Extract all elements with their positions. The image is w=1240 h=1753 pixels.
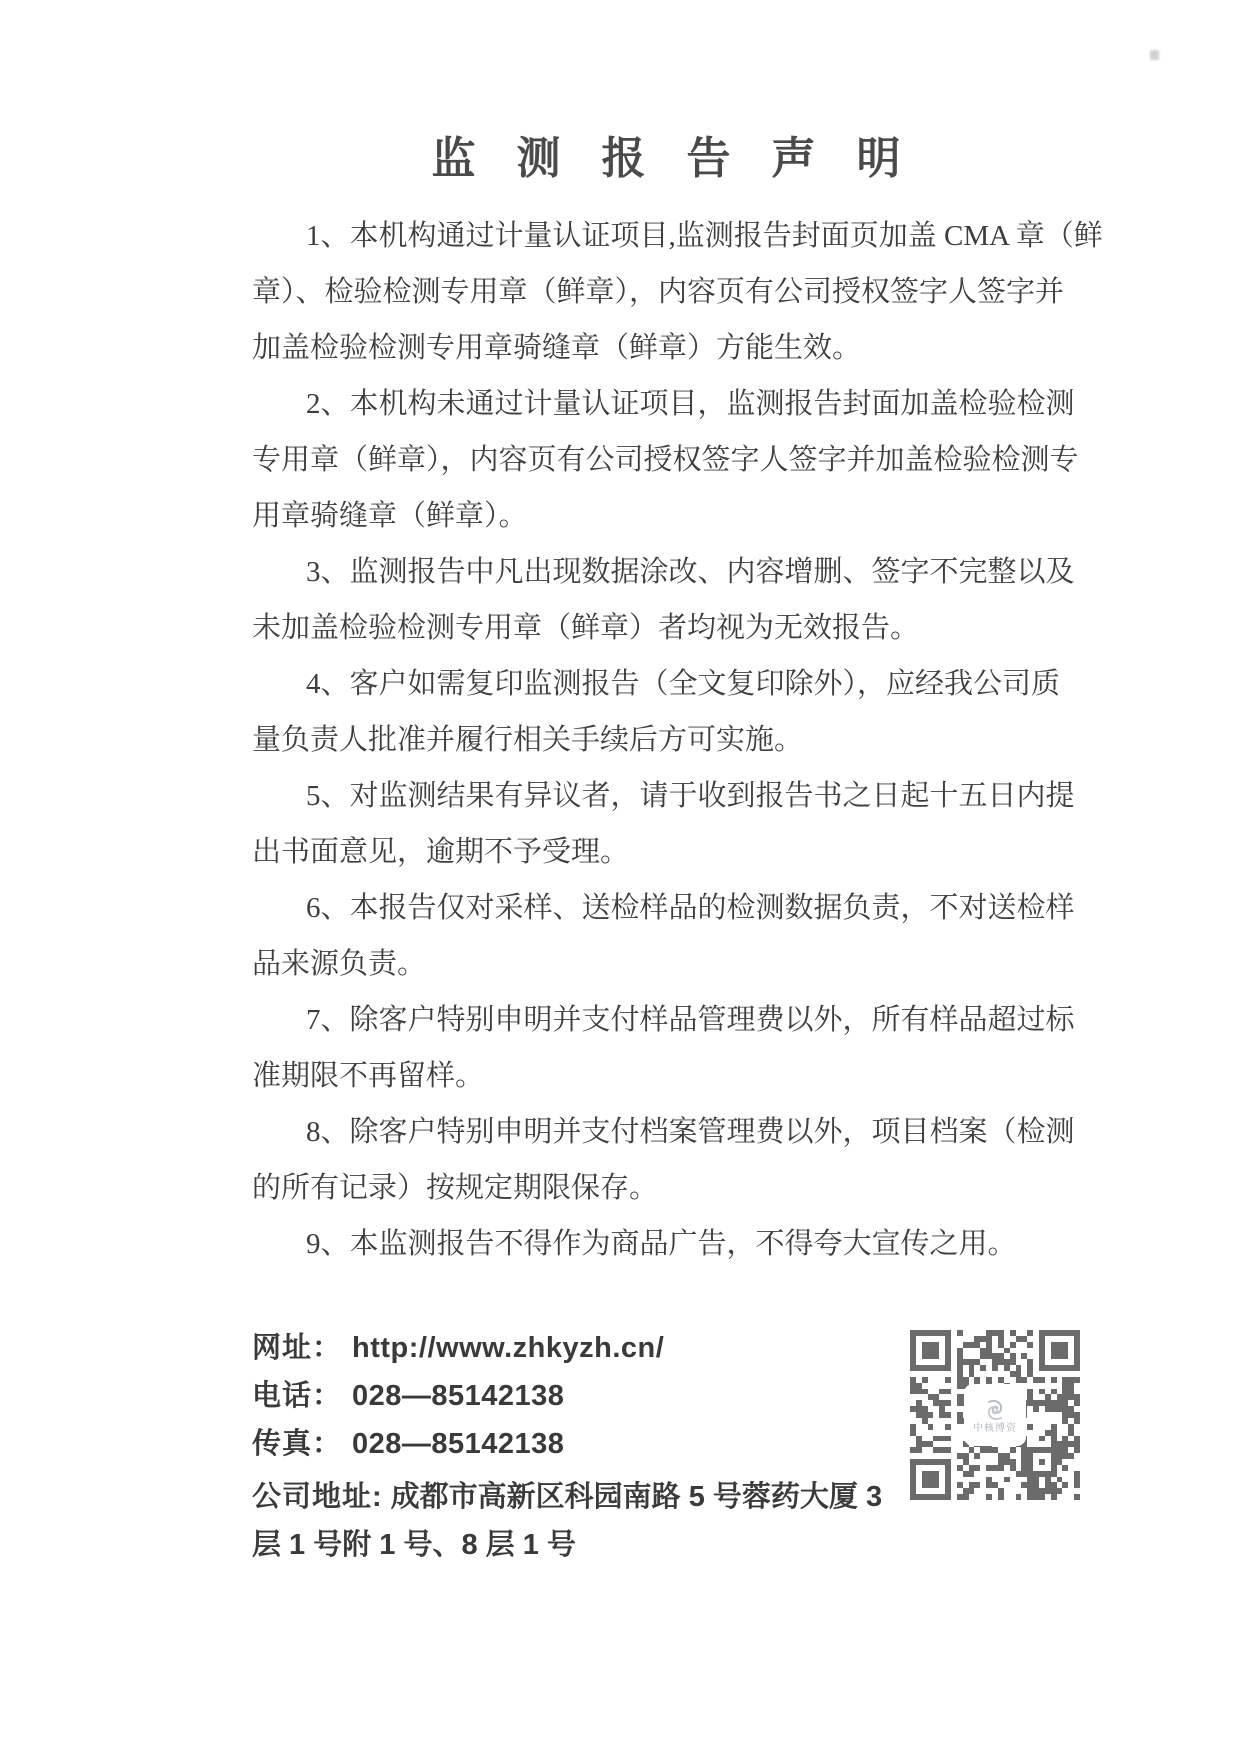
statement-line: 9、本监测报告不得作为商品广告，不得夸大宣传之用。 xyxy=(306,1228,1017,1260)
address-label: 公司地址: xyxy=(252,1481,383,1513)
swirl-logo-icon xyxy=(982,1397,1008,1423)
qr-logo-text: 中核博资 xyxy=(973,1422,1017,1434)
statement-line: 8、除客户特别申明并支付档案管理费以外，项目档案（检测 xyxy=(306,1116,1075,1148)
website-url: http://www.zhkyzh.cn/ xyxy=(352,1332,665,1364)
statement-line: 7、除客户特别申明并支付样品管理费以外，所有样品超过标 xyxy=(306,1004,1075,1036)
qr-code xyxy=(910,1330,1080,1500)
qr-module xyxy=(1074,1494,1080,1500)
statement-line: 准期限不再留样。 xyxy=(252,1060,485,1092)
fax-row xyxy=(252,1420,952,1468)
statement-line: 专用章（鲜章），内容页有公司授权签字人签字并加盖检验检测专 xyxy=(252,444,1079,476)
scan-artifact xyxy=(1150,50,1159,60)
statement-line: 5、对监测结果有异议者，请于收到报告书之日起十五日内提 xyxy=(306,780,1075,812)
statement-line: 品来源负责。 xyxy=(252,948,427,980)
statement-line: 用章骑缝章（鲜章）。 xyxy=(252,500,528,532)
address-line2: 层 1 号附 1 号、8 层 1 号 xyxy=(252,1529,576,1561)
page-title: 监 测 报 告 声 明 xyxy=(431,134,916,184)
website-row xyxy=(252,1324,952,1372)
fax-label: 传真： xyxy=(252,1428,343,1460)
statement-line: 量负责人批准并履行相关手续后方可实施。 xyxy=(252,724,804,756)
contact-footer xyxy=(252,1324,952,1569)
statement-body xyxy=(252,208,1112,1272)
address-row xyxy=(252,1473,952,1521)
statement-line: 2、本机构未通过计量认证项目，监测报告封面加盖检验检测 xyxy=(306,388,1075,420)
wechat-qr-block xyxy=(910,1330,1080,1500)
website-label: 网址： xyxy=(252,1332,343,1364)
statement-line: 章）、检验检测专用章（鲜章），内容页有公司授权签字人签字并 xyxy=(252,276,1065,308)
statement-line: 出书面意见，逾期不予受理。 xyxy=(252,836,630,868)
qr-center-logo xyxy=(964,1384,1026,1446)
fax-number: 028—85142138 xyxy=(352,1428,565,1460)
statement-line: 1、本机构通过计量认证项目,监测报告封面页加盖 CMA 章（鲜 xyxy=(306,220,1103,252)
statement-line: 的所有记录）按规定期限保存。 xyxy=(252,1172,659,1204)
address-line1: 成都市高新区科园南路 5 号蓉药大厦 3 xyxy=(390,1481,883,1513)
statement-line: 加盖检验检测专用章骑缝章（鲜章）方能生效。 xyxy=(252,332,862,364)
phone-number: 028—85142138 xyxy=(352,1380,565,1412)
statement-line: 未加盖检验检测专用章（鲜章）者均视为无效报告。 xyxy=(252,612,920,644)
statement-line: 6、本报告仅对采样、送检样品的检测数据负责，不对送检样 xyxy=(306,892,1075,924)
statement-line: 4、客户如需复印监测报告（全文复印除外），应经我公司质 xyxy=(306,668,1061,700)
phone-label: 电话： xyxy=(252,1380,343,1412)
statement-line: 3、监测报告中凡出现数据涂改、内容增删、签字不完整以及 xyxy=(306,556,1075,588)
phone-row xyxy=(252,1372,952,1420)
